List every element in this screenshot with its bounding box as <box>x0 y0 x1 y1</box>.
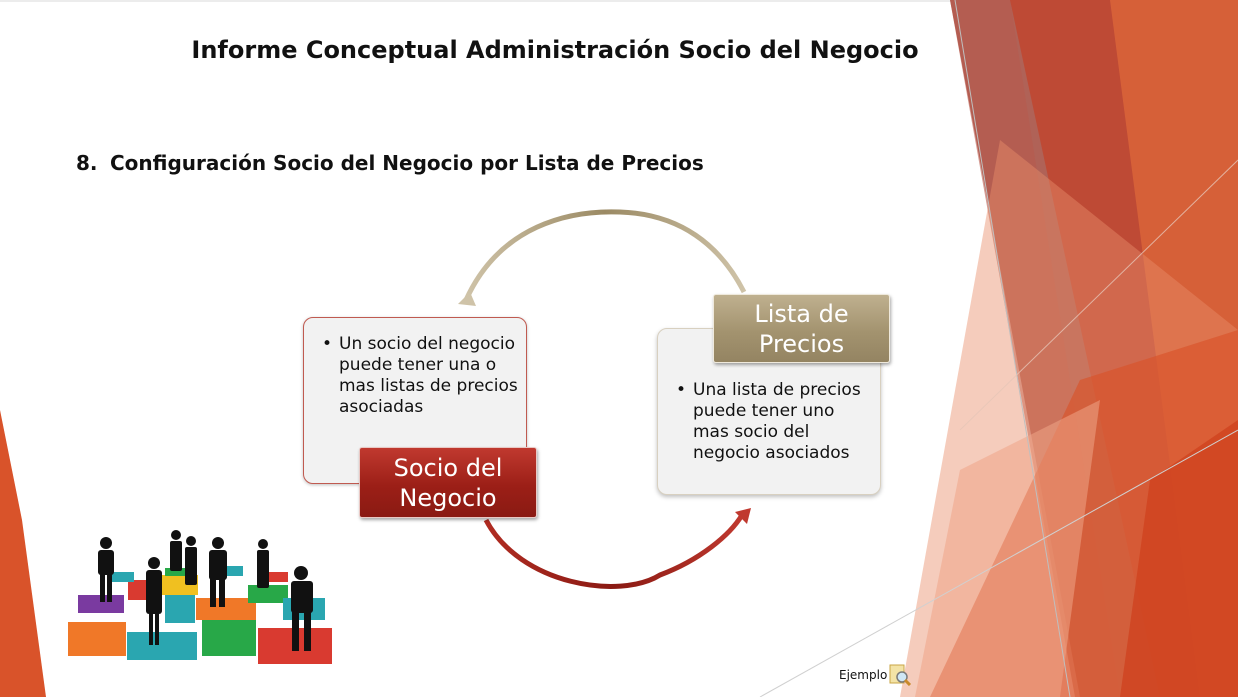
bullet-dot: • <box>322 334 333 354</box>
ejemplo-link[interactable]: Ejemplo <box>839 668 888 682</box>
lista-description-text: Una lista de precios puede tener uno mas socio del negocio asociados <box>693 380 861 463</box>
section-title: Configuración Socio del Negocio por Lista de Precios <box>110 151 704 175</box>
socio-del-negocio-label: Socio del Negocio <box>359 447 537 518</box>
page-title: Informe Conceptual Administración Socio del Negocio <box>191 36 919 64</box>
socio-description-text: Un socio del negocio puede tener una o mas listas de precios asociadas <box>339 334 518 417</box>
bullet-dot: • <box>676 380 687 400</box>
magnifier-document-icon[interactable] <box>888 664 912 686</box>
section-heading <box>76 151 704 175</box>
business-team-image <box>68 530 332 664</box>
lista-de-precios-label: Lista de Precios <box>713 294 890 363</box>
section-number: 8. <box>76 151 98 175</box>
